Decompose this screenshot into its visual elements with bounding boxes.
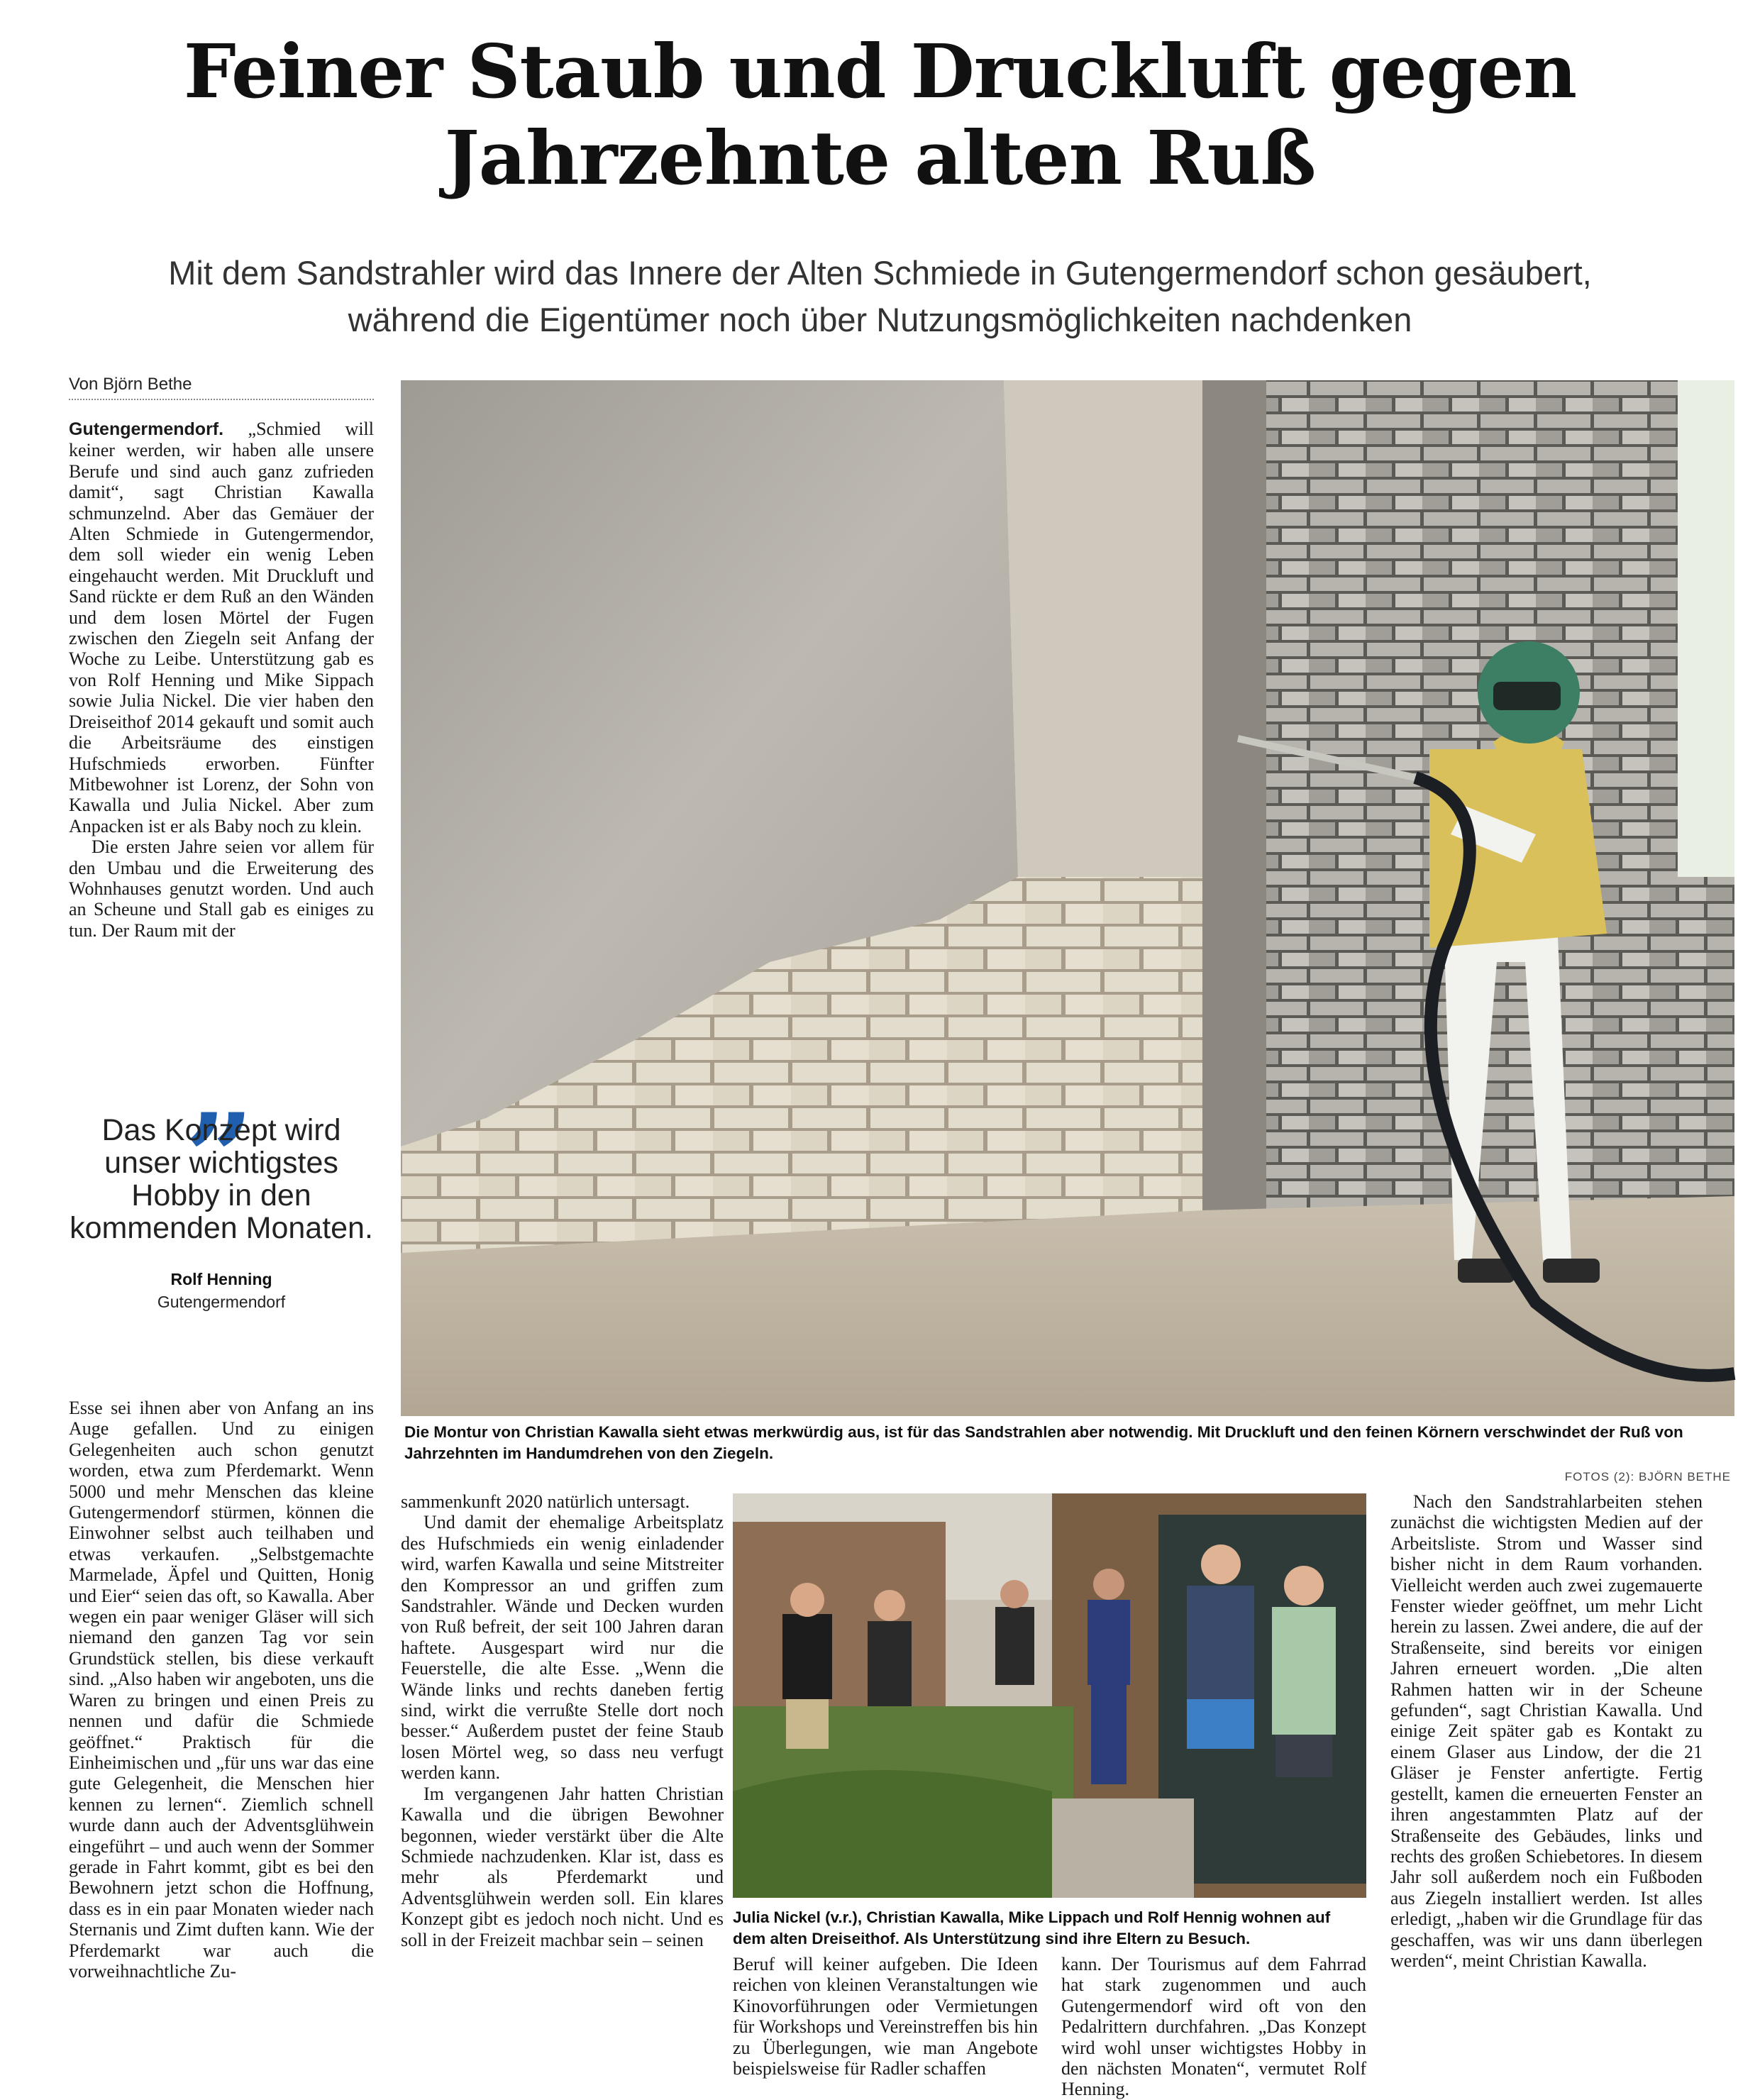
pullquote-place: Gutengermendorf — [157, 1293, 286, 1311]
pullquote-author: Rolf Henning — [170, 1270, 272, 1288]
intro-paragraph: „Schmied will keiner werden, wir haben alle unsere Berufe und sind auch ganz zufrieden damit“, sagt Christian Kawalla schmunzelnd. Aber das Gemäuer der Alten Schmiede in Gutengermendor, dem soll wieder ein wenig Leben eingehaucht werden. Mit Druckluft und Sand rückte er dem Ruß an den Wänden und dem losen Mörtel der Fugen zwischen den Ziegeln seit Anfang der Woche zu Leibe. Unterstützung gab es von Rolf Henning und Mike Sippach sowie Julia Nickel. Die vier haben den Dreiseithof 2014 gekauft und somit auch die Arbeitsräume des einstigen Hufschmieds erworben. Fünfter Mitbewohner ist Lorenz, der Sohn von Kawalla und Julia Nickel. Aber zum Anpacken ist er als Baby noch zu klein. — [69, 419, 374, 836]
pullquote-text: Das Konzept wird unser wichtigstes Hobby in den kommenden Monaten. — [70, 1113, 373, 1245]
headline — [0, 28, 1760, 201]
column-5 — [1390, 1491, 1703, 2073]
column-1-lower — [69, 1398, 374, 2072]
paragraph: Nach den Sandstrahlarbeiten stehen zunächst die wichtigsten Medien auf der Arbeitsliste. Strom und Wasser sind bisher nicht in dem Raum vorhanden. Vielleicht werden auch zwei zugemauerte Fenster wieder geöffnet, um mehr Licht herein zu lassen. Zwei andere, die auf der Straßenseite, sind bereits vor einigen Jahren erneuert worden. „Die alten Rahmen hatten wir in der Scheune gefunden“, sagt Christian Kawalla. Und einige Zeit später gab es Kontakt zu einem Glaser aus Lindow, der die 21 Gläser je Fenster anfertigte. Fertig gestellt, kamen die erneuerten Fenster an ihren angestammten Platz auf der Straßenseite des Gebäudes, links und rechts des großen Schiebetores. In diesem Jahr soll außerdem noch ein Fußboden aus Ziegeln installiert werden. Ist alles erledigt, „haben wir die Grundlage für das geschaffen, was wir uns dann überlegen werden“, meint Christian Kawalla. — [1390, 1491, 1703, 1971]
subheadline-line-1: Mit dem Sandstrahler wird das Innere der Alten Schmiede in Gutengermendorf schon gesäubert, — [168, 254, 1592, 292]
paragraph: Beruf will keiner aufgeben. Die Ideen reichen von kleinen Veranstaltungen wie Kinovorführungen oder Vermietungen für Workshops und Vereinstreffen bis hin zu Überlegungen, wie man Angebote beispielsweise für Radler schaffen — [733, 1954, 1038, 2079]
dateline: Gutengermendorf. — [69, 419, 224, 439]
main-photo — [401, 380, 1734, 1416]
group-photo — [733, 1493, 1366, 1898]
main-photo-caption: Die Montur von Christian Kawalla sieht etwas merkwürdig aus, ist für das Sandstrahlen aber notwendig. Mit Druckluft und den feinen Körnern verschwindet der Ruß von Jahrzehnten im Handumdrehen von den Ziegeln. — [404, 1423, 1683, 1462]
headline-line-1: Feiner Staub und Druckluft gegen — [183, 28, 1577, 115]
paragraph: kann. Der Tourismus auf dem Fahrrad hat stark zugenommen und auch Gutengermendorf wird oft von den Pedalrittern durchfahren. „Das Konzept wird wohl unser wichtigstes Hobby in den nächsten Monaten“, vermutet Rolf Henning. — [1061, 1954, 1366, 2100]
column-4 — [1061, 1954, 1366, 2100]
paragraph: Esse sei ihnen aber von Anfang an ins Auge gefallen. Und zu einigen Gelegenheiten auch schon genutzt worden, etwa zum Pferdemarkt. Wenn 5000 und mehr Menschen das kleine Gutengermendorf stürmen, können die Einwohner selbst auch teilhaben und etwas verkaufen. „Selbstgemachte Marmelade, Äpfel und Quitten, Honig und Eier“ seien das oft, so Kawalla. Aber wegen ein paar weniger Gläser will sich niemand den ganzen Tag vor sein Grundstück stellen, bis diese verkauft sind. „Also haben wir angeboten, uns die Waren zu bringen und einen Preis zu nennen und dafür die Schmiede geöffnet.“ Praktisch für die Einheimischen und „für uns war das eine gute Gelegenheit, die Menschen hier kennen zu lernen“. Ziemlich schnell wurde dann auch der Adventsglühwein eingeführt – und auch wenn der Sommer gerade in Fahrt kommt, gibt es bei den Bewohnern jetzt schon die Hoffnung, dass es in ein paar Monaten wieder nach Sternanis und Zimt duften kann. Wie der Pferdemarkt war auch die vorweihnachtliche Zu- — [69, 1398, 374, 1982]
photo-credit: FOTOS (2): BJÖRN BETHE — [1564, 1470, 1731, 1483]
column-2 — [401, 1491, 724, 2073]
paragraph: Im vergangenen Jahr hatten Christian Kawalla und die übrigen Bewohner begonnen, wieder verstärkt über die Alte Schmiede nachzudenken. Klar ist, dass es mehr als Pferdemarkt und Adventsglühwein werden soll. Ein klares Konzept gibt es jedoch noch nicht. Und es soll in der Freizeit machbar sein – seinen — [401, 1783, 724, 1950]
paragraph: Und damit der ehemalige Arbeitsplatz des Hufschmieds ein wenig einladender wird, warfen Kawalla und seine Mitstreiter den Kompressor an und griffen zum Sandstrahler. Wände und Decken wurden von Ruß befreit, der seit 100 Jahren daran haftete. Ausgespart wird nur die Feuerstelle, die alte Esse. „Wenn die Wände links und rechts daneben fertig sind, wirkt die verrußte Stelle dort noch besser.“ Außerdem pustet der feine Staub losen Mörtel weg, so dass neu verfugt werden kann. — [401, 1512, 724, 1784]
column-3 — [733, 1954, 1038, 2079]
paragraph: sammenkunft 2020 natürlich untersagt. — [401, 1491, 690, 1512]
byline: Von Björn Bethe — [69, 375, 374, 400]
subheadline-line-2: während die Eigentümer noch über Nutzungsmöglichkeiten nachdenken — [348, 301, 1412, 338]
headline-line-2: Jahrzehnte alten Ruß — [444, 114, 1316, 201]
quote-mark-icon: „ — [187, 1018, 256, 1160]
column-1-upper — [69, 419, 374, 1011]
subheadline — [57, 250, 1703, 343]
group-photo-caption: Julia Nickel (v.r.), Christian Kawalla, Mike Lippach und Rolf Hennig wohnen auf dem alten Dreiseithof. Als Unterstützung sind ihre Eltern zu Besuch. — [733, 1908, 1331, 1947]
paragraph: Die ersten Jahre seien vor allem für den Umbau und die Erweiterung des Wohnhauses genutzt worden. Und auch an Scheune und Stall gab es einiges zu tun. Der Raum mit der — [69, 836, 374, 941]
